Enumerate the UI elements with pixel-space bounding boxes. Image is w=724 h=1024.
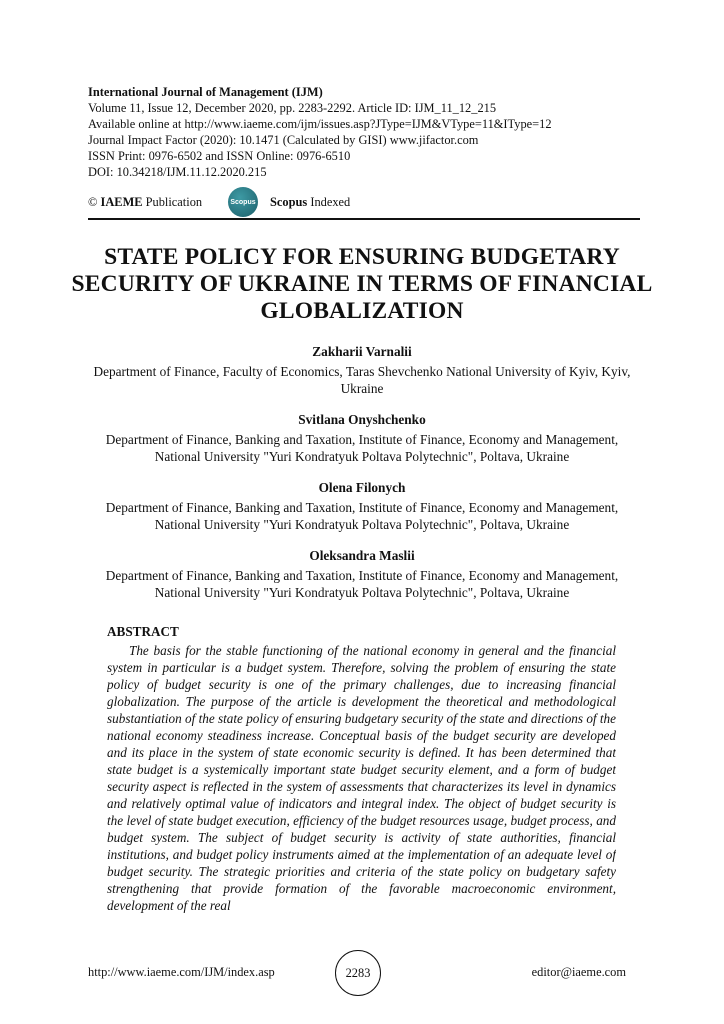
- author-name: Oleksandra Maslii: [309, 548, 415, 563]
- doi-line[interactable]: DOI: 10.34218/IJM.11.12.2020.215: [88, 165, 267, 179]
- volume-line: Volume 11, Issue 12, December 2020, pp. 2283-2292. Article ID: IJM_11_12_215: [88, 101, 497, 115]
- footer-email[interactable]: editor@iaeme.com: [531, 965, 626, 979]
- page-footer: [88, 948, 640, 998]
- publisher-label: [88, 195, 202, 210]
- author-block: [84, 547, 640, 601]
- journal-header: [88, 84, 648, 180]
- scopus-indexed-label: [270, 195, 350, 210]
- author-affiliation: Department of Finance, Faculty of Economics, Taras Shevchenko National University of Kyiv, Kyiv, Ukraine: [93, 364, 631, 396]
- scopus-suffix: Indexed: [310, 195, 351, 209]
- paper-title: STATE POLICY FOR ENSURING BUDGETARY SECURITY OF UKRAINE IN TERMS OF FINANCIAL GLOBALIZATION: [71, 244, 653, 324]
- author-name: Zakharii Varnalii: [312, 344, 412, 359]
- author-name: Svitlana Onyshchenko: [298, 412, 426, 427]
- footer-url[interactable]: http://www.iaeme.com/IJM/index.asp: [88, 965, 275, 979]
- abstract-text: The basis for the stable functioning of the national economy in general and the financial system in particular is a budget system. Therefore, solving the problem of ensuring the state policy of budget security is one of the primary challenges, due to increasing financial globalization. The purpose of the article is development the theoretical and methodological substantiation of the state policy of ensuring budgetary security of the state and directions of the national economy steadiness increase. Conceptual basis of the budget security are developed and its place in the system of state economic security is defined. It has been determined that state budget is a systemically important state budget security element, and a form of budget security aspect is reflected in the system of assessments that characterizes its level in dynamics and relatively optimal value of indicators and integral index. The object of budget security is the level of state budget execution, efficiency of the budget resources usage, budget process, and budget system. The subject of budget security is activity of state authorities, financial institutions, and budget policy instruments aimed at the implementation of an adequate level of budget security. The strategic priorities and criteria of the state policy on budgetary safety strengthening that provide formation of the favorable macroeconomic environment, development of the real: [107, 643, 616, 913]
- author-affiliation: Department of Finance, Banking and Taxation, Institute of Finance, Economy and Management, National University "Yuri Kondratyuk Poltava Polytechnic", Poltava, Ukraine: [105, 432, 619, 464]
- author-name: Olena Filonych: [318, 480, 406, 495]
- scopus-logo-icon: [228, 187, 258, 217]
- author-affiliation: Department of Finance, Banking and Taxation, Institute of Finance, Economy and Management, National University "Yuri Kondratyuk Poltava Polytechnic", Poltava, Ukraine: [105, 568, 619, 600]
- abstract-section: [107, 624, 616, 948]
- journal-name: International Journal of Management (IJM): [88, 85, 323, 99]
- publication-row: [88, 187, 648, 219]
- author-block: [84, 411, 640, 465]
- header-divider: [88, 218, 640, 220]
- publisher-suffix: Publication: [145, 195, 203, 209]
- availability-line[interactable]: Available online at http://www.iaeme.com/ijm/issues.asp?JType=IJM&VType=11&IType=12: [88, 117, 552, 131]
- author-block: [84, 479, 640, 533]
- scopus-name: Scopus: [270, 195, 308, 209]
- author-affiliation: Department of Finance, Banking and Taxation, Institute of Finance, Economy and Management, National University "Yuri Kondratyuk Poltava Polytechnic", Poltava, Ukraine: [105, 500, 619, 532]
- impact-factor-line: Journal Impact Factor (2020): 10.1471 (Calculated by GISI) www.jifactor.com: [88, 133, 479, 147]
- issn-line: ISSN Print: 0976-6502 and ISSN Online: 0976-6510: [88, 149, 351, 163]
- page-number: 2283: [335, 950, 381, 996]
- author-list: [84, 343, 640, 615]
- publisher-name: IAEME: [100, 195, 143, 209]
- author-block: [84, 343, 640, 397]
- copyright-symbol: ©: [88, 195, 98, 209]
- abstract-heading: ABSTRACT: [107, 624, 179, 639]
- scopus-badge-text: Scopus: [230, 198, 256, 206]
